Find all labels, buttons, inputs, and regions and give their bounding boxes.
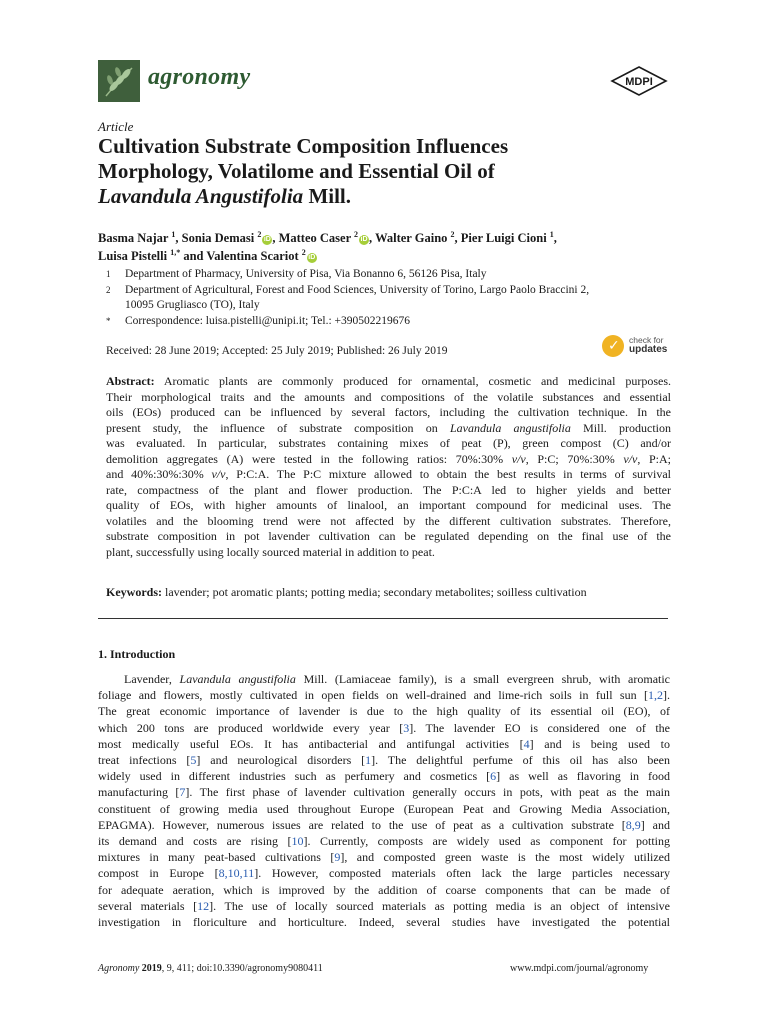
body-text: several materials [: [98, 898, 198, 913]
body-text: compost in Europe [: [98, 866, 219, 881]
citation-link[interactable]: 1: [365, 753, 372, 768]
footer-citation: [98, 963, 323, 974]
author-affiliation: 1,*: [170, 247, 181, 257]
footer-doi[interactable]: , 9, 411; doi:10.3390/agronomy9080411: [161, 963, 323, 974]
body-text: ] and is being used to: [529, 736, 670, 751]
footer-year: 2019: [141, 963, 162, 974]
body-text: EPAGMA). However, numerous issues are related to the use of peat as a cultivation substrate [: [98, 817, 626, 832]
mdpi-icon: [610, 66, 668, 96]
body-line: [98, 784, 670, 800]
affiliation-text: Department of Agricultural, Forest and Food Sciences, University of Torino, Largo Paolo Braccini 2,: [125, 284, 590, 296]
body-text: ]. Currently, composts are widely used as component for potting: [303, 834, 670, 849]
author-name[interactable]: Pier Luigi Cioni: [460, 231, 547, 245]
check-updates-line2: updates: [629, 344, 668, 355]
abstract-text: , P:C:A. The P:C mixture allowed to obtain the best results in terms of survival: [225, 467, 672, 481]
body-line: [98, 736, 670, 752]
orcid-icon[interactable]: iD: [360, 236, 368, 243]
author-name[interactable]: Valentina Scariot: [206, 249, 299, 263]
section-divider: [98, 618, 668, 619]
author-name[interactable]: Matteo Caser: [278, 231, 351, 245]
abstract-text: , P:A;: [637, 451, 672, 466]
body-text: ]. The lavender EO is considered one of the: [409, 720, 670, 735]
section-heading: 1. Introduction: [98, 647, 176, 661]
author-name[interactable]: Basma Najar: [98, 231, 169, 245]
body-text: foliage and flowers, mostly cultivated in open fields on well-drained and lime-rich soils in full sun [: [98, 688, 648, 703]
article-title: [98, 134, 678, 209]
correspondence-text[interactable]: Correspondence: luisa.pistelli@unipi.it; Tel.: +390502219676: [125, 315, 411, 327]
body-text: most medically useful EOs. It has antibacterial and antifungal activities [: [98, 736, 524, 751]
check-for-updates-badge[interactable]: [602, 335, 672, 359]
author-affiliation: 2: [354, 229, 359, 239]
title-line-2: Morphology, Volatilome and Essential Oil of: [98, 159, 495, 183]
affiliation-text: 10095 Grugliasco (TO), Italy: [125, 299, 260, 311]
author-name[interactable]: Walter Gaino: [375, 231, 448, 245]
author-affiliation: 2: [257, 229, 262, 239]
body-line: [98, 849, 670, 865]
author-line-1: Basma Najar $^1$, Sonia Demasi $^2$iD , Matteo Caser $^2$iD , Walter Gaino $^2$, Pier Luigi Cioni $^1$,: [98, 229, 557, 245]
body-text: its demand and costs are rising [: [98, 834, 292, 849]
abstract-text: present study, the influence of substrate composition on: [106, 420, 438, 435]
introduction-body: [98, 671, 670, 930]
citation-link[interactable]: 10: [291, 834, 304, 849]
abstract-line: rate, compactness of the plant and flower production. The P:C:A led to higher yields and better: [106, 482, 671, 497]
wheat-icon: [98, 60, 140, 102]
abstract-line: quality of EOs, with higher amounts of linalool, an important compound for medicinal uses. The: [106, 498, 671, 512]
body-line: The great economic importance of lavender is due to the high quality of its essential oil (EO), of: [98, 704, 670, 719]
abstract-line: volatiles and the blooming trend were not affected by the different cultivation substrates. Therefore,: [106, 513, 671, 528]
body-line: [98, 720, 670, 736]
title-species: Lavandula Angustifolia: [98, 184, 304, 208]
body-text: treat infections [: [98, 753, 191, 768]
abstract-line: [106, 467, 671, 483]
body-text: ]. However, composted materials often lack the large particles necessary: [254, 866, 670, 881]
journal-logo: [98, 60, 140, 102]
abstract-line: Their morphological traits and the amounts and compositions of the volatile substances and essential: [106, 389, 671, 404]
citation-link[interactable]: 12: [197, 898, 210, 913]
body-line: [98, 817, 670, 833]
author-affiliation: 2: [450, 229, 455, 239]
check-updates-line1: check for: [629, 335, 664, 345]
body-text: widely used in different industries such as perfumery and cosmetics [: [98, 769, 491, 784]
author-name[interactable]: Luisa Pistelli: [98, 249, 168, 263]
author-name[interactable]: Sonia Demasi: [181, 231, 255, 245]
author-list: [98, 229, 678, 265]
body-text: ] and neurological disorders [: [196, 753, 366, 768]
abstract-line: [106, 374, 671, 390]
body-line: [98, 752, 670, 768]
affiliation-mark: *: [106, 316, 111, 326]
article-type-label: Article: [98, 119, 134, 134]
affiliation-mark: 2: [106, 285, 111, 295]
checkmark-icon: ✓: [608, 338, 620, 354]
journal-name[interactable]: agronomy: [148, 64, 251, 90]
body-line: [98, 833, 670, 849]
body-line: for adequate aeration, which is improved by the addition of coarse components that can be made of: [98, 882, 670, 897]
abstract-line: substrate composition in pot lavender cultivation can be regulated depending on the final use of the: [106, 529, 671, 543]
title-line-1: Cultivation Substrate Composition Influences: [98, 134, 509, 158]
body-line: constituent of growing media used throughout Europe (European Peat and Growing Media Association,: [98, 801, 670, 816]
body-text: ].: [663, 688, 670, 703]
author-affiliation: 1: [549, 229, 554, 239]
author-affiliation: 2: [301, 247, 306, 257]
mdpi-logo[interactable]: [610, 66, 668, 96]
footer-url[interactable]: www.mdpi.com/journal/agronomy: [510, 963, 649, 974]
unit-vv: v/v: [511, 451, 526, 466]
body-text: ]. The first phase of lavender cultivation generally occurs in pots, with peat as the main: [185, 785, 671, 800]
unit-vv: v/v: [623, 451, 638, 466]
body-text: ] and: [640, 817, 670, 832]
abstract-text: , P:C; 70%:30%: [525, 451, 615, 466]
mdpi-text: MDPI: [625, 76, 653, 88]
body-text: manufacturing [: [98, 785, 180, 800]
affiliation-mark: 1: [106, 269, 111, 279]
body-line: [98, 865, 670, 881]
citation-link[interactable]: 8,9: [625, 817, 641, 832]
abstract-text: demolition aggregates (A) were tested in the following ratios: 70%:30%: [106, 451, 504, 466]
keywords-label: Keywords:: [106, 585, 162, 599]
title-line-3: [98, 184, 678, 209]
citation-link[interactable]: 6: [490, 769, 497, 784]
footer-journal: Agronomy: [98, 963, 140, 974]
orcid-icon[interactable]: iD: [263, 236, 271, 243]
unit-vv: v/v: [211, 467, 226, 481]
species-name: Lavandula angustifolia: [179, 672, 296, 686]
citation-link[interactable]: 9: [334, 850, 341, 865]
body-text: Lavender,: [124, 672, 172, 686]
body-line: [98, 898, 670, 914]
keywords-text: lavender; pot aromatic plants; potting media; secondary metabolites; soilless cultivation: [165, 585, 587, 599]
affiliation-text: Department of Pharmacy, University of Pisa, Via Bonanno 6, 56126 Pisa, Italy: [125, 268, 487, 280]
abstract-line: [106, 452, 671, 468]
body-line: [98, 671, 670, 687]
citation-link[interactable]: 5: [190, 753, 197, 768]
body-text: ], and composted green waste is the most widely utilized: [340, 850, 671, 865]
publication-dates: Received: 28 June 2019; Accepted: 25 July 2019; Published: 26 July 2019: [106, 345, 448, 357]
abstract-line: oils (EOs) produced can be influenced by several factors, including the cultivation technique. In the: [106, 405, 671, 419]
body-text: ] as well as flavoring in food: [496, 769, 670, 784]
abstract-label: Abstract:: [106, 374, 155, 388]
orcid-icon[interactable]: iD: [308, 254, 316, 261]
citation-link[interactable]: 3: [403, 720, 410, 735]
author-affiliation: 1: [171, 229, 176, 239]
abstract-line: [106, 421, 671, 437]
citation-link[interactable]: 4: [523, 736, 530, 751]
citation-link[interactable]: 8,10,11: [218, 866, 255, 881]
author-and: and: [183, 249, 204, 263]
body-line: investigation in floriculture and horticulture. Indeed, several studies have investigated the potential: [98, 915, 670, 930]
author-line-2: [98, 247, 678, 265]
species-name: Lavandula angustifolia: [449, 420, 571, 435]
abstract-text: Aromatic plants are commonly produced for ornamental, cosmetic and medicinal purposes.: [163, 374, 671, 388]
abstract: [106, 374, 671, 560]
body-text: Mill. (Lamiaceae family), is a small evergreen shrub, with aromatic: [303, 672, 671, 686]
body-text: ]. The use of locally sourced materials as potting media is an object of intensive: [209, 898, 670, 913]
body-text: mixtures in many peat-based cultivations [: [98, 850, 335, 865]
citation-link[interactable]: 7: [179, 785, 186, 800]
title-mill: Mill.: [308, 184, 352, 208]
body-line: [98, 687, 670, 703]
body-text: which 200 tons are produced worldwide every year [: [98, 720, 404, 735]
abstract-text: and 40%:30%:30%: [106, 467, 204, 481]
abstract-line: plant, successfully using locally sourced material in addition to peat.: [106, 544, 435, 559]
body-line: [98, 768, 670, 784]
abstract-line: was evaluated. In particular, substrates containing mixes of peat (P), green compost (C) and/or: [106, 436, 671, 450]
abstract-text: Mill. production: [583, 420, 672, 435]
keywords: [106, 585, 587, 600]
body-text: ]. The delightful perfume of this oil has also been: [371, 753, 670, 768]
citation-link[interactable]: 1,2: [648, 688, 663, 703]
